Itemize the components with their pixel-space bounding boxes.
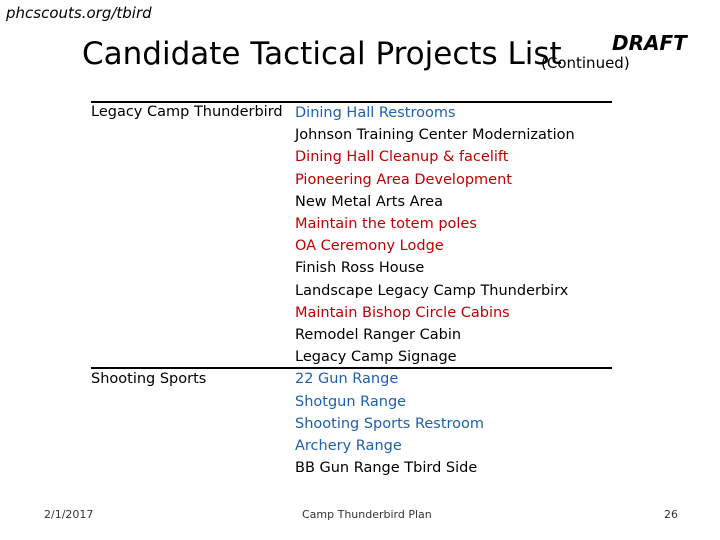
project-item: OA Ceremony Lodge xyxy=(295,238,444,255)
project-item: Shotgun Range xyxy=(295,393,407,410)
footer-page-number: 26 xyxy=(664,508,678,521)
project-item: Maintain the totem poles xyxy=(295,216,477,232)
footer-date: 2/1/2017 xyxy=(44,508,94,521)
project-item: Archery Range xyxy=(295,438,402,454)
project-item: Dining Hall Cleanup & facelift xyxy=(295,149,509,166)
draft-label: DRAFT xyxy=(612,31,687,55)
project-item: Shooting Sports Restroom xyxy=(295,415,485,432)
project-item: Pioneering Area Development xyxy=(295,171,512,188)
project-item: Johnson Training Center Modernization xyxy=(295,127,575,144)
category-legacy-camp: Legacy Camp Thunderbird xyxy=(91,104,283,120)
project-item: BB Gun Range Tbird Side xyxy=(295,460,478,477)
page-subtitle: (Continued) xyxy=(541,54,630,72)
project-item: Dining Hall Restrooms xyxy=(295,105,456,121)
project-item: Remodel Ranger Cabin xyxy=(295,327,462,343)
project-item: Landscape Legacy Camp Thunderbirx xyxy=(295,282,569,299)
page-title: Candidate Tactical Projects List xyxy=(82,36,562,72)
project-item: Finish Ross House xyxy=(295,260,425,277)
project-item: Legacy Camp Signage xyxy=(295,349,457,366)
site-url: phcscouts.org/tbird xyxy=(6,4,152,22)
category-shooting-sports: Shooting Sports xyxy=(91,371,207,387)
footer-center: Camp Thunderbird Plan xyxy=(302,508,432,521)
project-item: Maintain Bishop Circle Cabins xyxy=(295,304,510,321)
project-item: New Metal Arts Area xyxy=(295,193,443,210)
project-item: 22 Gun Range xyxy=(295,371,399,388)
